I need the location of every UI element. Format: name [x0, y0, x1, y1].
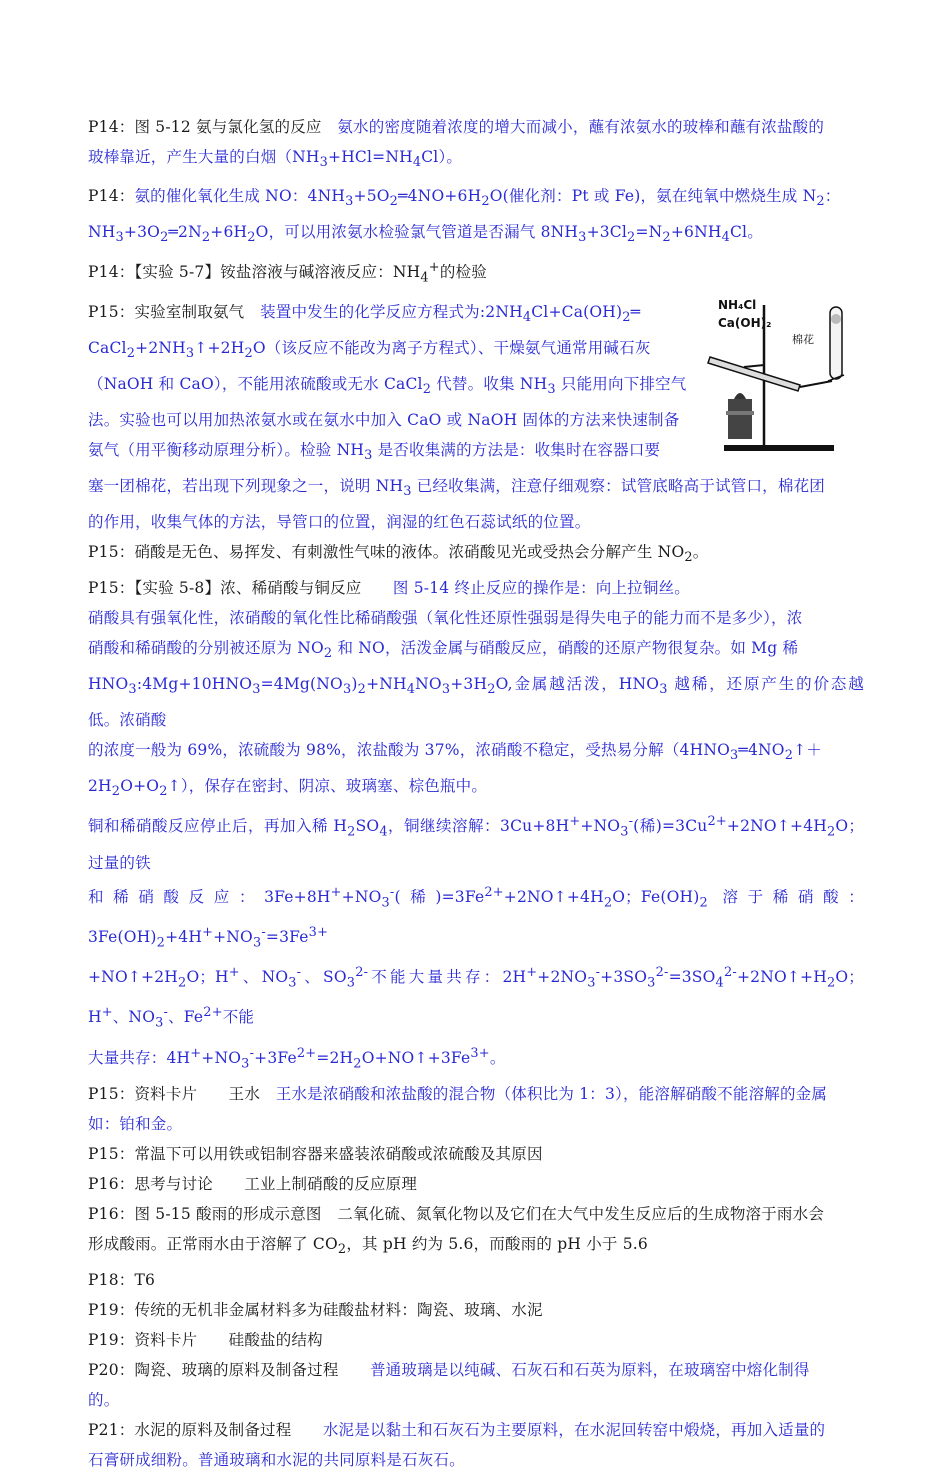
para-nitric-oxidizing: 硝酸具有强氧化性，浓硝酸的氧化性比稀硝酸强（氧化性还原性强弱是得失电子的能力而不是多少），浓 硝酸和稀硝酸的分别被还原为 $NO_2$ 和 NO，活泼金属与硝酸反应，硝酸的还原产物很复杂。如 Mg 稀 $HNO_3:4Mg+10HNO_3=4Mg(NO_3)_2+NH_4NO_3+3H_2O$,金属越活泼，$HNO_3$ 越稀，还原产生的价态越低。浓硝酸 的浓度一般为 69%，浓硫酸为 98%，浓盐酸为 37%，浓硝酸不稳定，受热易分解（$4HNO_3═4NO_2↑+$ $2H_2O+O_2↑$），保存在密封、阴凉、玻璃塞、棕色瓶中。 — [88, 609, 865, 800]
para-copper-dilute-nitric: 铜和稀硝酸反应停止后，再加入稀 $H_2SO_4$，铜继续溶解：$3Cu+8H^++NO_3^-$(稀)$=3Cu^{2+}+2NO↑+4H_2O$；过量的铁 和稀硝酸反应：$3Fe+8H^++NO_3^-$(稀)$=3Fe^{2+}+2NO↑+4H_2O$；$Fe(OH)_2$ 溶于稀硝酸：$3Fe(OH)_2+4H^++NO_3^-=3Fe^{3+}$ $+NO↑+2H_2O$；H+、$NO_3^-$、$SO_3^{2-}$不能大量共存：$2H^++2NO_3^-+3SO_3^{2-}=3SO_4^{2-}+2NO↑+H_2O$；H+、$NO_3^-$、$Fe^{2+}$不能 大量共存：$4H^++NO_3^-+3Fe^{2+}=2H_2O+NO↑+3Fe^{3+}$。 — [88, 814, 865, 1071]
para-p15-aqua-regia: P15：资料卡片 王水 王水是浓硝酸和浓盐酸的混合物（体积比为 1：3），能溶解硝酸不能溶解的金属 如：铂和金。 — [88, 1084, 828, 1133]
para-p18-t6: P18：T6 — [88, 1271, 156, 1290]
para-p14-experiment-5-7: P14：【实验 5-7】铵盐溶液与碱溶液反应：$NH_4^+$的检验 — [88, 260, 487, 286]
para-p15-ammonia-prep-line3: （NaOH 和 CaO），不能用浓硫酸或无水 CaCl$_2$ 代替。收集 $NH_3$ 只能用向下排空气 — [88, 374, 687, 397]
para-p21-cement: P21：水泥的原料及制备过程 水泥是以黏土和石灰石为主要原料，在水泥回转窑中煅烧，再加入适量的 石膏研成细粉。普通玻璃和水泥的共同原料是石灰石。 — [88, 1421, 826, 1470]
para-p14-catalytic-oxidation: P14：氨的催化氧化生成 NO：$4NH_3+5O_2═4NO+6H_2O$(催化剂：Pt 或 Fe)，氨在纯氧中燃烧生成 $N_2$： $NH_3+3O_2═2N_2+6H_2O$，可以用浓氨水检验氯气管道是否漏气 $8NH_3+3Cl_2=N_2+6NH_4Cl$。 — [88, 187, 841, 246]
figure-label-nh4cl: NH₄Cl — [718, 297, 757, 312]
para-p16-acid-rain: P16：图 5-15 酸雨的形成示意图 二氧化硫、氮氧化物以及它们在大气中发生反应后的生成物溶于雨水会 形成酸雨。正常雨水由于溶解了 $CO_2$，其 pH 约为 5.6，而酸雨的 pH 小于 5.6 — [88, 1204, 825, 1258]
para-p15-experiment-5-8: P15：【实验 5-8】浓、稀硝酸与铜反应 图 5-14 终止反应的操作是：向上拉铜丝。 — [88, 579, 690, 598]
para-p19-silicate-materials: P19：传统的无机非金属材料多为硅酸盐材料：陶瓷、玻璃、水泥 — [88, 1301, 543, 1320]
para-p15-ammonia-prep-line5: 氨气（用平衡移动原理分析）。检验 $NH_3$ 是否收集满的方法是：收集时在容器口要 — [88, 440, 661, 463]
para-p20-ceramics-glass: P20：陶瓷、玻璃的原料及制备过程 普通玻璃是以纯碱、石灰石和石英为原料，在玻璃窑中熔化制得 的。 — [88, 1361, 810, 1410]
para-p15-ammonia-prep-line1: P15：实验室制取氨气 装置中发生的化学反应方程式为$:2NH_4Cl+Ca(OH)_2═$ — [88, 302, 641, 325]
para-p15-ammonia-prep-line7: 的作用，收集气体的方法，导管口的位置，润湿的红色石蕊试纸的位置。 — [88, 513, 591, 531]
ammonia-prep-section — [88, 297, 864, 537]
para-p14-ammonia-hcl: P14：图 5-12 氨与氯化氢的反应 氨水的密度随着浓度的增大而减小，蘸有浓氨水的玻棒和蘸有浓盐酸的 玻棒靠近，产生大量的白烟$(NH_3+HCl=NH_4Cl)$。 — [88, 118, 825, 171]
para-p15-iron-aluminum: P15：常温下可以用铁或铝制容器来盛装浓硝酸或浓硫酸及其原因 — [88, 1144, 543, 1163]
para-p15-nitric-acid-properties: P15：硝酸是无色、易挥发、有刺激性气味的液体。浓硝酸见光或受热会分解产生 $NO_2$。 — [88, 543, 709, 566]
figure-label-caoh2: Ca(OH)₂ — [718, 315, 772, 330]
figure-label-cotton: 棉花 — [792, 332, 814, 346]
para-p19-silicate-structure: P19：资料卡片 硅酸盐的结构 — [88, 1331, 323, 1350]
para-p15-ammonia-prep-line4: 法。实验也可以用加热浓氨水或在氨水中加入 CaO 或 NaOH 固体的方法来快速制备 — [88, 410, 680, 429]
document-page — [88, 112, 864, 1475]
para-p16-discussion: P16：思考与讨论 工业上制硝酸的反应原理 — [88, 1174, 418, 1193]
para-p15-ammonia-prep-line6: 塞一团棉花，若出现下列现象之一，说明 $NH_3$ 已经收集满，注意仔细观察：试管底略高于试管口，棉花团 — [88, 476, 825, 499]
para-p15-ammonia-prep-line2: $CaCl_2+2NH_3↑+2H_2O$（该反应不能改为离子方程式）、干燥氨气通常用碱石灰 — [88, 338, 651, 361]
ammonia-apparatus-figure — [704, 295, 864, 455]
